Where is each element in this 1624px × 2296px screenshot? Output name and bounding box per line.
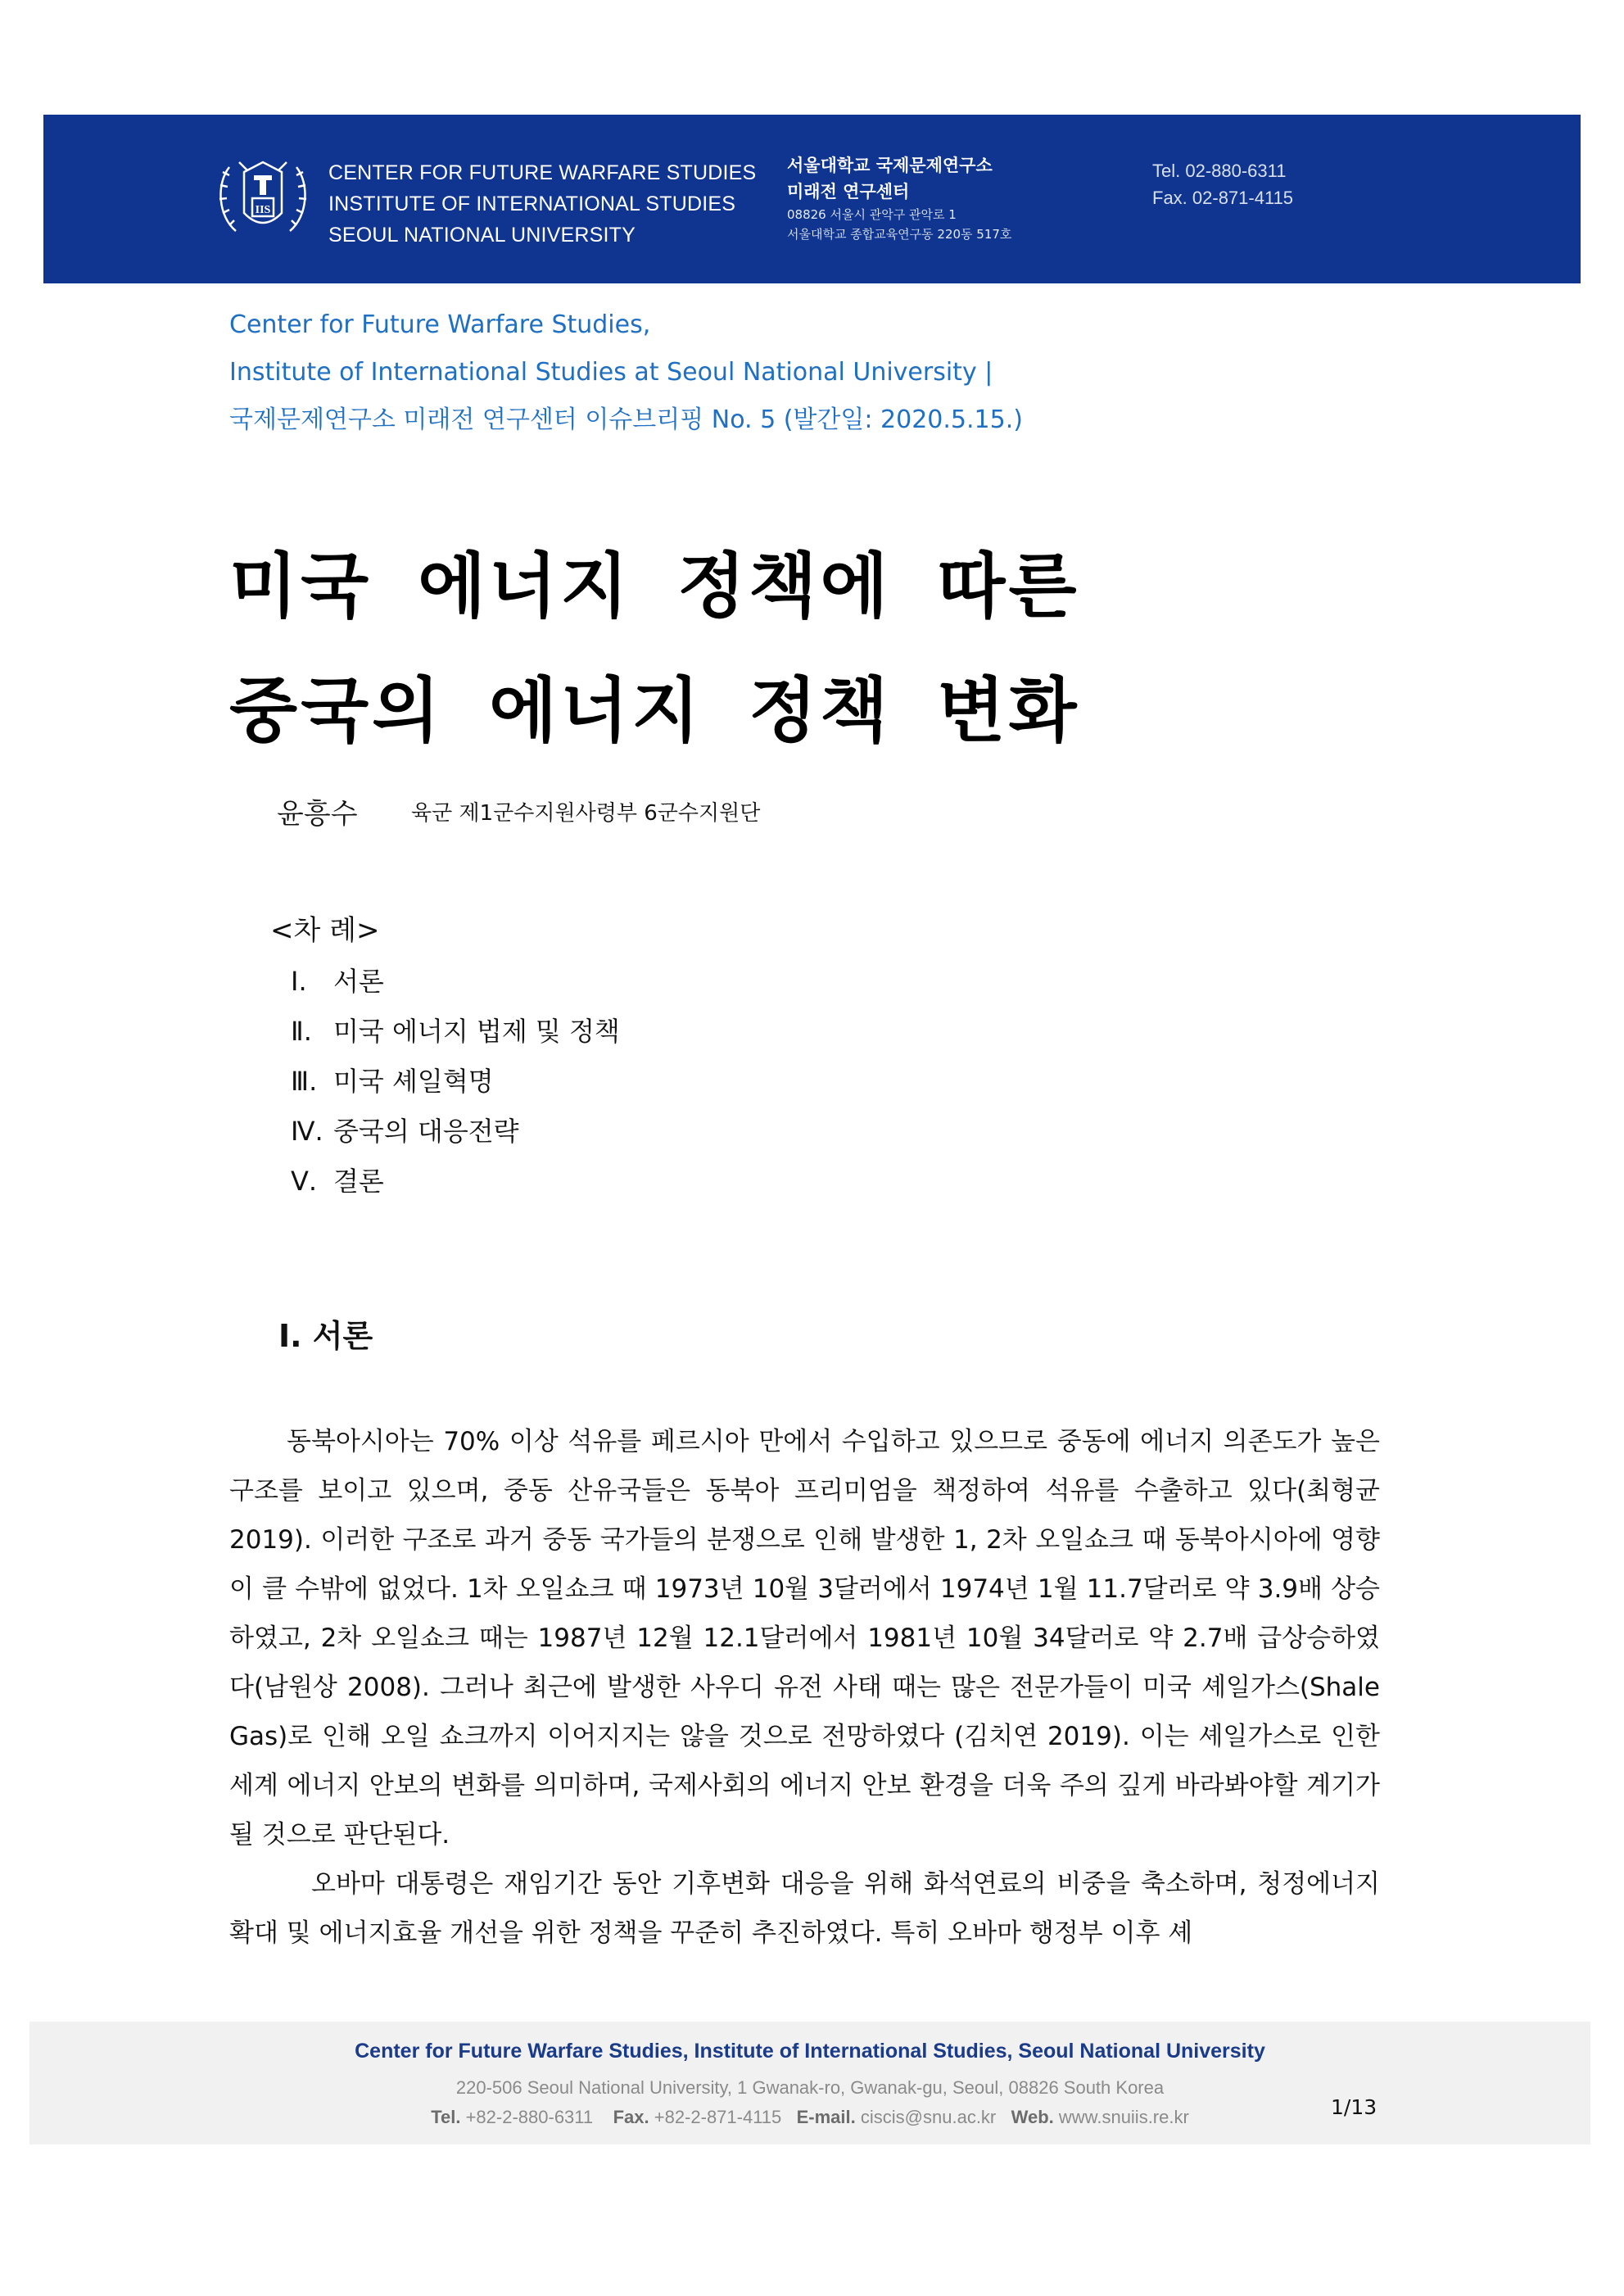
body-text: [229, 1417, 1380, 1958]
header-fax: Fax. 02-871-4115: [1152, 188, 1294, 208]
table-of-contents: [291, 957, 620, 1207]
title-line: 미국 에너지 정책에 따른: [229, 546, 1080, 627]
author-name: 윤흥수: [277, 798, 358, 831]
subtitle-line: Institute of International Studies at Seoul National University |: [229, 358, 993, 387]
university-seal-icon: [211, 151, 314, 246]
subtitle-line: 국제문제연구소 미래전 연구센터 이슈브리핑 No. 5 (발간일: 2020.5.15.): [229, 405, 1023, 434]
paragraph: 오바마 대통령은 재임기간 동안 기후변화 대응을 위해 화석연료의 비중을 축소하며, 청정에너지 확대 및 에너지효율 개선을 위한 정책을 꾸준히 추진하였다. 특히 오바마 행정부 이후 셰: [229, 1869, 1380, 1948]
footer-contact: Tel. +82-2-880-6311 Fax. +82-2-871-4115 E-mail. ciscis@snu.ac.kr Web. www.snuiis.re.kr: [431, 2107, 1189, 2127]
author-affiliation: 육군 제1군수지원사령부 6군수지원단: [411, 801, 761, 826]
footer-web-link[interactable]: www.snuiis.re.kr: [1058, 2107, 1189, 2127]
page-title: [229, 524, 1080, 773]
footer-org: Center for Future Warfare Studies, Institute of International Studies, Seoul National University: [355, 2040, 1265, 2063]
header-kr-address: 서울대학교 종합교육연구동 220동 517호: [787, 227, 1012, 242]
header-en-line: CENTER FOR FUTURE WARFARE STUDIES: [328, 161, 757, 184]
paragraph: 동북아시아는 70% 이상 석유를 페르시아 만에서 수입하고 있으므로 중동에 에너지 의존도가 높은 구조를 보이고 있으며, 중동 산유국들은 동북아 프리미엄을 책정하여 석유를 수출하고 있다(최형균 2019). 이러한 구조로 과거 중동 국가들의 분쟁으로 인해 발생한 1, 2차 오일쇼크 때 동북아시아에 영향이 클 수밖에 없었다. 1차 오일쇼크 때 1973년 10월 3달러에서 1974년 1월 11.7달러로 약 3.9배 상승하였고, 2차 오일쇼크 때는 1987년 12월 12.1달러에서 1981년 10월 34달러로 약 2.7배 급상승하였다(남원상 2008). 그러나 최근에 발생한 사우디 유전 사태 때는 많은 전문가들이 미국 셰일가스(Shale Gas)로 인해 오일 쇼크까지 이어지지는 않을 것으로 전망하였다 (김치연 2019). 이는 셰일가스로 인한 세계 에너지 안보의 변화를 의미하며, 국제사회의 에너지 안보 환경을 더욱 주의 깊게 바라봐야할 계기가 될 것으로 판단된다.: [229, 1427, 1380, 1850]
toc-item: Ⅱ. 미국 에너지 법제 및 정책: [291, 1016, 620, 1047]
seal-text: IIS: [255, 204, 271, 216]
header-kr-org: 서울대학교 국제문제연구소: [787, 156, 993, 175]
header-band: [43, 115, 1581, 283]
header-en-line: INSTITUTE OF INTERNATIONAL STUDIES: [328, 192, 736, 215]
footer-email[interactable]: ciscis@snu.ac.kr: [860, 2107, 997, 2127]
toc-heading: <차 례>: [270, 914, 380, 947]
header-en-line: SEOUL NATIONAL UNIVERSITY: [328, 224, 636, 247]
toc-item: Ⅲ. 미국 셰일혁명: [291, 1066, 494, 1097]
header-korean-name: [787, 152, 1011, 244]
header-contact: [1152, 157, 1293, 211]
subtitle-line: Center for Future Warfare Studies,: [229, 310, 651, 339]
footer-address: 220-506 Seoul National University, 1 Gwanak-ro, Gwanak-gu, Seoul, 08826 South Korea: [455, 2077, 1165, 2098]
header-english-name: [328, 157, 756, 251]
publication-subtitle: [229, 301, 1023, 444]
header-kr-address: 08826 서울시 관악구 관악로 1: [787, 207, 957, 222]
section-heading: Ⅰ. 서론: [278, 1318, 373, 1354]
toc-item: Ⅰ. 서론: [291, 966, 384, 997]
toc-item: Ⅴ. 결론: [291, 1166, 384, 1197]
page-footer: [29, 2022, 1590, 2144]
page-number: 1/13: [1331, 2095, 1377, 2119]
toc-item: Ⅳ. 중국의 대응전략: [291, 1116, 519, 1147]
header-kr-center: 미래전 연구센터: [787, 182, 910, 202]
header-tel: Tel. 02-880-6311: [1152, 161, 1287, 181]
title-line: 중국의 에너지 정책 변화: [229, 670, 1080, 752]
